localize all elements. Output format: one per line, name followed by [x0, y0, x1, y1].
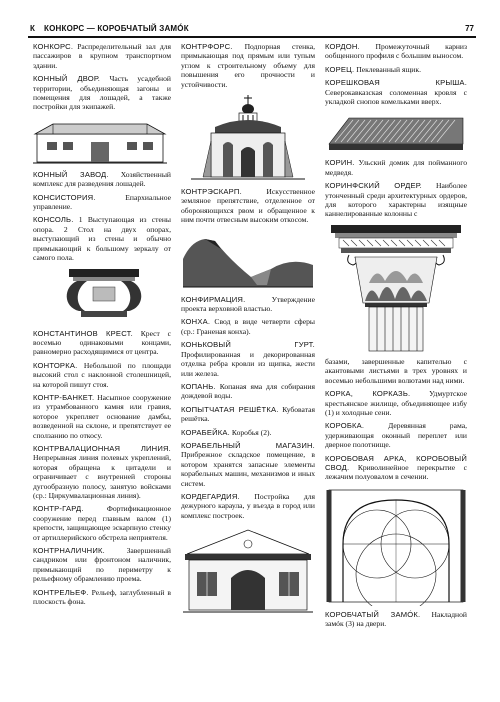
entry-koreshkovaya-krysha: КОРЕШКОВАЯ КРЫША. Северокавказская соломенная кровля с укладкой снопов комельками вверх.	[325, 78, 467, 107]
entry-korka: КОРКА, КОРКАЗЬ. Удмуртское крестьянское жилище, объединяющее избу (1) и холодные сени.	[325, 389, 467, 417]
entry-kontrvalatsionnaya-liniya: КОНТРВАЛАЦИОННАЯ ЛИНИЯ. Непрерывная линия полевых укреплений, которая обращена к цитадели и ограничивает с внутренней стороны дугообразную полосу, занятую войсками (ср.: Циркумвалационная линия).	[33, 443, 171, 500]
entry-konny-zavod: КОННЫЙ ЗАВОД. Хозяйственный комплекс для разведения лошадей.	[33, 169, 171, 189]
header-letter: К	[30, 24, 35, 33]
entry-korinfsky-order: КОРИНФСКИЙ ОРДЕР. Наиболее утонченный среди архитектурных ордеров, для которого характерны изящные каннелированные колонны с	[325, 181, 467, 219]
entry-kontr-gard: КОНТР-ГАРД. Фортификационное сооружение перед главным валом (1) крепости, защищающее эскарпную стенку от артиллерийского обстрела неприятеля.	[33, 504, 171, 542]
page-number: 77	[465, 24, 474, 33]
stable-illustration	[33, 116, 171, 166]
console-illustration	[33, 267, 171, 325]
entry-kopan: КОПАНЬ. Копаная яма для собирания дождевой воды.	[181, 381, 315, 401]
entry-kontorka: КОНТОРКА. Небольшой по площади высокий стол с наклонной столешницей, на которой пишут стоя.	[33, 360, 171, 389]
entry-kopytchataya-reshetka: КОПЫТЧАТАЯ РЕШЁТКА. Кубоватая решётка.	[181, 404, 315, 424]
thatched-roof-illustration	[325, 110, 467, 154]
entry-konny-dvor: КОННЫЙ ДВОР. Часть усадебной территории, объединяющая загоны и помещения для лошадей, а также постройки для экипажей.	[33, 74, 171, 112]
entry-korabeyka: КОРАБЕЙКА. Коробья (2).	[181, 427, 272, 437]
entry-korabelny-magazin: КОРАБЕЛЬНЫЙ МАГАЗИН. Прибрежное складское помещение, в котором хранятся запасные элементы корабельных машин, механизмов и иных систем.	[181, 440, 315, 488]
entry-korin: КОРИН. Ульский домик для пойманного медведя.	[325, 158, 467, 177]
entry-kontreskarp: КОНТРЭСКАРП. Искусственное земляное препятствие, отделенное от обороняющихся рвом и обращенное к ним почти отвесным высоким откосом.	[181, 187, 315, 225]
entry-konsol: КОНСОЛЬ. 1 Выступающая из стены опора. 2 Стол на двух опорах, выступающий из стены и обычно примыкающий к большому зеркалу от самого пола.	[33, 215, 171, 263]
running-header	[28, 22, 476, 36]
entry-konsistoriya: КОНСИСТОРИЯ. Епархиальное управление.	[33, 192, 171, 212]
header-title: КОНКОРС — КОРОБЧАТЫЙ ЗАМÓК	[44, 24, 189, 33]
entry-konkors: КОНКОРС. Распределительный зал для пассажиров в крупном транспортном здании.	[33, 42, 171, 70]
column-2	[181, 42, 315, 620]
entry-konkha: КОНХА. Свод в виде четверти сферы (ср.: Граненая конха).	[181, 317, 315, 336]
entry-korinfsky-order-cont: базами, завершенные капителью с акантовыми листьями в трех уровнях и восемью небольшими волютами над ними.	[325, 356, 467, 385]
church-buttress-illustration	[181, 93, 315, 183]
entry-kordegardiya: КОРДЕГАРДИЯ. Постройка для дежурного караула, у въезда в город или комплекс построек.	[181, 491, 315, 520]
counterscarp-illustration	[181, 229, 315, 291]
entry-kontrrelief: КОНТРЕЛЬЕФ. Рельеф, заглубленный в плоскость фона.	[33, 587, 171, 607]
header-rule	[28, 36, 476, 38]
entry-korobka: КОРОБКА. Деревянная рама, удерживающая оконный переплет или дверное полотнище.	[325, 421, 467, 450]
entry-korobchaty-zamok: КОРОБЧАТЫЙ ЗАМÓК. Накладной замóк (3) на двери.	[325, 609, 467, 629]
guardhouse-illustration	[181, 524, 315, 616]
entry-kontrnalichnik: КОНТРНАЛИЧНИК. Завершенный сандриком или фронтоном наличник, примыкающий по периметру к рельефному обрамлению проема.	[33, 546, 171, 584]
entry-konfirmatsiya: КОНФИРМАЦИЯ. Утверждение проекта верховной властью.	[181, 294, 315, 314]
entry-konkovy-gurt: КОНЬКОВЫЙ ГУРТ. Профилированная и декорированная отделка ребра кровли из щипка, жести или железа.	[181, 340, 315, 378]
entry-kontrfors: КОНТРФОРС. Подпорная стенка, примыкающая под прямым или тупым углом к строительному объему для повышения его прочности и устойчивости.	[181, 42, 315, 89]
entry-korets: КОРЕЦ. Пеклеванный ящик.	[325, 64, 421, 74]
column-1	[33, 42, 171, 610]
basket-arch-illustration	[325, 486, 467, 606]
entry-konstantinov-krest: КОНСТАНТИНОВ КРЕСТ. Крест с восемью одинаковыми концами, равномерно расходящимися от центра.	[33, 328, 171, 357]
entry-kontr-banket: КОНТР-БАНКЕТ. Насыпное сооружение из утрамбованного камня или гравия, которое укрепляет основание дамбы, возведенной на склоне, и препятствует ее сползанию по откосу.	[33, 392, 171, 440]
corinthian-capital-illustration	[325, 223, 467, 353]
entry-korobovaya-arka: КОРОБОВАЯ АРКА, КОРОБОВЫЙ СВОД. Криволинейное перекрытие с лежачим полуовалом в сечении.	[325, 453, 467, 482]
entry-kordon: КОРДОН. Промежуточный карниз ообщенного профиля с большим выносом.	[325, 42, 467, 61]
column-3	[325, 42, 467, 633]
